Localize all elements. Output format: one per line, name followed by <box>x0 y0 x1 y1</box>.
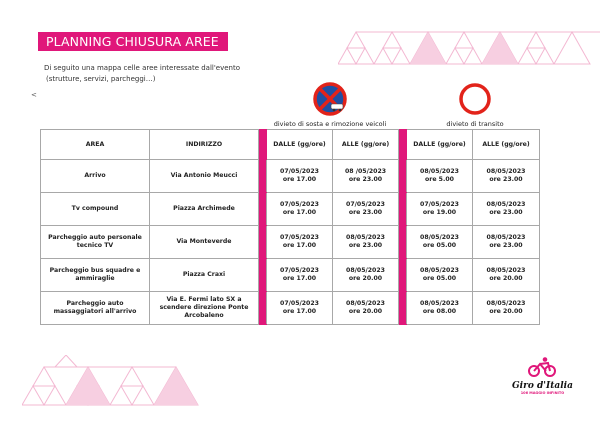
pink-separator <box>259 226 267 259</box>
sosta-from-cell <box>267 292 333 325</box>
address-cell: Via Monteverde <box>150 226 259 259</box>
transit-from-cell <box>407 292 473 325</box>
area-cell: Parcheggio auto personale tecnico TV <box>41 226 150 259</box>
transit-to-cell <box>473 292 540 325</box>
date-text: 08/05/2023 <box>420 168 459 175</box>
intro-line-1: Di seguito una mappa celle aree interessate dall'evento <box>44 64 241 72</box>
date-text: 08/05/2023 <box>420 267 459 274</box>
time-text: ore 17.00 <box>282 275 317 282</box>
transit-to-cell <box>473 226 540 259</box>
time-text: ore 23.00 <box>348 242 383 249</box>
time-text: ore 5.00 <box>425 176 454 183</box>
area-cell: Arrivo <box>41 160 150 193</box>
time-text: ore 23.00 <box>489 209 523 216</box>
time-text: ore 08.00 <box>422 308 457 315</box>
table-row <box>41 193 540 226</box>
sosta-to-cell <box>333 193 399 226</box>
area-cell: Tv compound <box>41 193 150 226</box>
sosta-to-cell <box>333 226 399 259</box>
triangle-pattern-bottom-left <box>22 355 202 407</box>
date-text: 07/05/2023 <box>346 201 385 208</box>
table-row <box>41 259 540 292</box>
time-text: ore 23.00 <box>348 176 383 183</box>
date-text: 07/05/2023 <box>280 234 319 241</box>
date-text: 08/05/2023 <box>420 234 459 241</box>
pink-separator <box>399 130 407 160</box>
table-row <box>41 226 540 259</box>
sosta-to-cell <box>333 160 399 193</box>
time-text: ore 23.00 <box>489 242 523 249</box>
legend-no-transit <box>420 82 530 128</box>
date-text: 08/05/2023 <box>486 201 526 208</box>
pink-separator <box>259 259 267 292</box>
giro-logo <box>512 357 573 396</box>
logo-subtitle: 106 MAGGIO INFINITO <box>520 391 565 395</box>
pink-separator <box>259 130 267 160</box>
date-text: 08/05/2023 <box>486 267 526 274</box>
address-cell: Piazza Archimede <box>150 193 259 226</box>
col-header-address: INDIRIZZO <box>150 130 259 160</box>
triangle-pattern-top-right <box>338 30 600 66</box>
pink-separator <box>259 160 267 193</box>
pink-separator <box>399 160 407 193</box>
back-mark: < <box>31 91 37 99</box>
sosta-to-cell <box>333 259 399 292</box>
no-transit-caption: divieto di transito <box>446 120 504 128</box>
no-transit-icon <box>458 82 492 116</box>
table-header-row <box>41 130 540 160</box>
col-header-area: AREA <box>41 130 150 160</box>
time-text: ore 17.00 <box>282 242 317 249</box>
pink-separator <box>399 193 407 226</box>
time-text: ore 17.00 <box>282 308 317 315</box>
no-parking-caption: divieto di sosta e rimozione veicoli <box>273 120 387 128</box>
transit-to-cell <box>473 259 540 292</box>
table-row <box>41 292 540 325</box>
area-cell: Parcheggio auto massaggiatori all'arrivo <box>41 292 150 325</box>
address-cell: Piazza Craxi <box>150 259 259 292</box>
legend-no-parking <box>255 82 405 128</box>
date-text: 08/05/2023 <box>486 234 526 241</box>
date-text: 08/05/2023 <box>486 300 526 307</box>
transit-from-cell <box>407 226 473 259</box>
transit-to-cell <box>473 160 540 193</box>
time-text: ore 19.00 <box>422 209 457 216</box>
sosta-from-cell <box>267 193 333 226</box>
pink-separator <box>399 259 407 292</box>
no-parking-tow-icon <box>313 82 347 116</box>
transit-from-cell <box>407 160 473 193</box>
date-text: 07/05/2023 <box>280 168 319 175</box>
intro-line-2: (strutture, servizi, parcheggi…) <box>46 75 156 83</box>
date-text: 07/05/2023 <box>280 300 319 307</box>
date-text: 08 /05/2023 <box>344 168 387 175</box>
date-text: 08/05/2023 <box>486 168 526 175</box>
intro-text <box>44 63 240 85</box>
time-text: ore 17.00 <box>282 209 317 216</box>
pink-separator <box>259 292 267 325</box>
time-text: ore 23.00 <box>348 209 383 216</box>
logo-text: Giro d'Italia <box>512 381 573 391</box>
pink-separator <box>399 226 407 259</box>
time-text: ore 20.00 <box>348 275 383 282</box>
date-text: 08/05/2023 <box>346 267 385 274</box>
transit-from-cell <box>407 193 473 226</box>
col-header-sosta-from: DALLE (gg/ore) <box>267 130 333 160</box>
date-text: 08/05/2023 <box>420 300 459 307</box>
col-header-transit-to: ALLE (gg/ore) <box>473 130 540 160</box>
sosta-from-cell <box>267 160 333 193</box>
transit-to-cell <box>473 193 540 226</box>
time-text: ore 20.00 <box>489 308 523 315</box>
pink-separator <box>259 193 267 226</box>
date-text: 07/05/2023 <box>420 201 459 208</box>
time-text: ore 20.00 <box>348 308 383 315</box>
col-header-transit-from: DALLE (gg/ore) <box>407 130 473 160</box>
sosta-to-cell <box>333 292 399 325</box>
address-cell: Via E. Fermi lato SX a scendere direzione Ponte Arcobaleno <box>150 292 259 325</box>
time-text: ore 05.00 <box>422 242 457 249</box>
date-text: 08/05/2023 <box>346 300 385 307</box>
cyclist-icon <box>528 357 556 377</box>
address-cell: Via Antonio Meucci <box>150 160 259 193</box>
table-row <box>41 160 540 193</box>
time-text: ore 17.00 <box>282 176 317 183</box>
time-text: ore 23.00 <box>489 176 523 183</box>
sosta-from-cell <box>267 259 333 292</box>
col-header-sosta-to: ALLE (gg/ore) <box>333 130 399 160</box>
date-text: 08/05/2023 <box>346 234 385 241</box>
time-text: ore 05.00 <box>422 275 457 282</box>
pink-separator <box>399 292 407 325</box>
page-title: PLANNING CHIUSURA AREE <box>38 32 228 51</box>
area-cell: Parcheggio bus squadre e ammiraglie <box>41 259 150 292</box>
transit-from-cell <box>407 259 473 292</box>
sosta-from-cell <box>267 226 333 259</box>
date-text: 07/05/2023 <box>280 201 319 208</box>
date-text: 07/05/2023 <box>280 267 319 274</box>
closure-table <box>40 129 540 325</box>
time-text: ore 20.00 <box>489 275 523 282</box>
